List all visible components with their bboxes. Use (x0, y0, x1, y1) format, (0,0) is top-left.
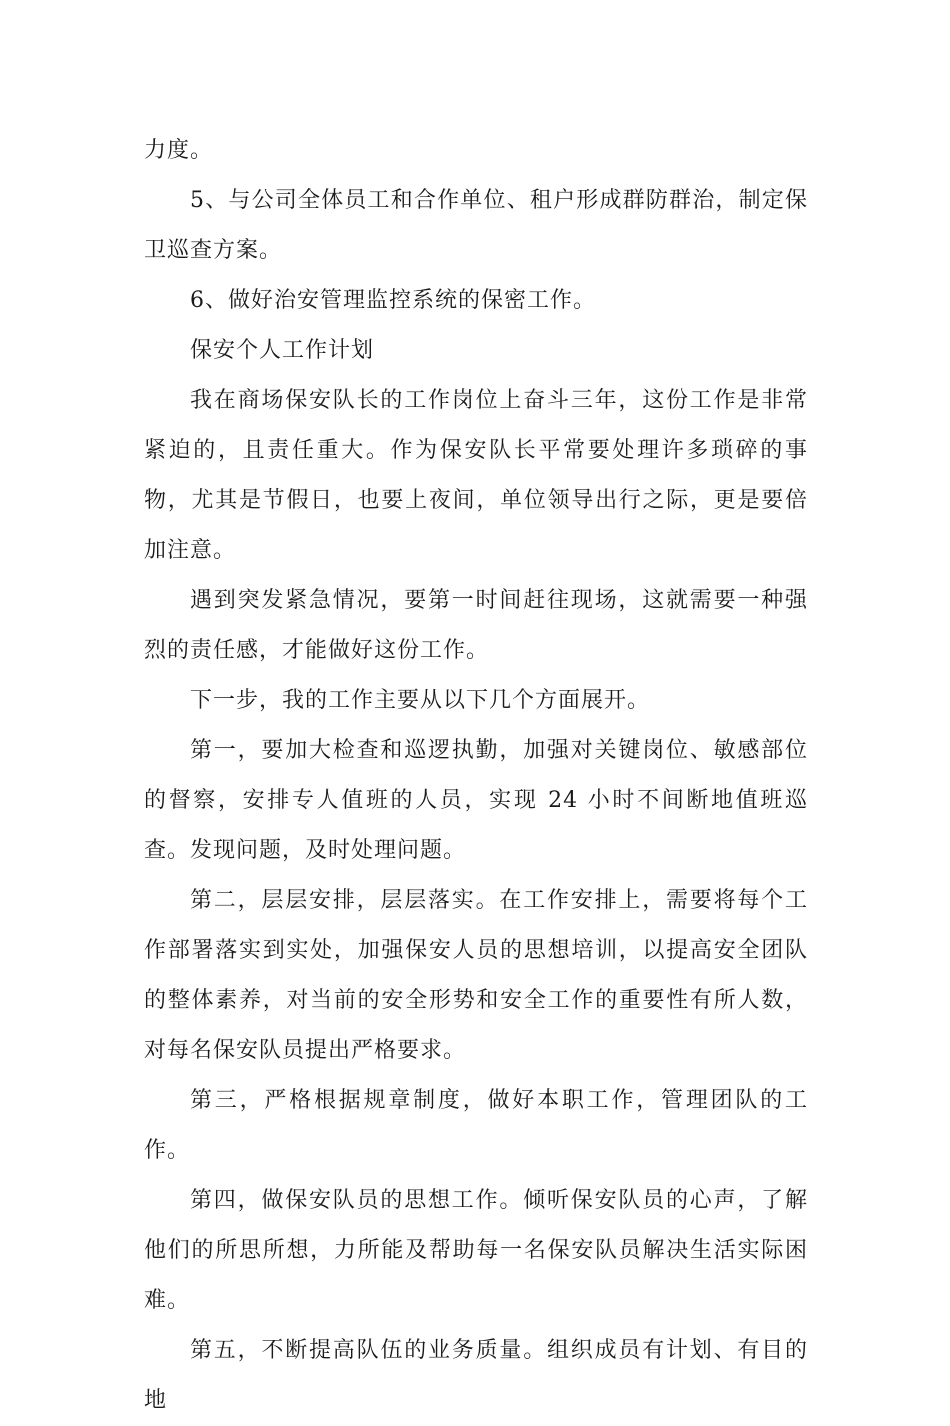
paragraph-next-steps: 下一步，我的工作主要从以下几个方面展开。 (190, 688, 651, 713)
paragraph-item-5: 5、与公司全体员工和合作单位、租户形成群防群治，制定保卫巡查方案。 (144, 188, 808, 263)
paragraph-second: 第二，层层安排，层层落实。在工作安排上，需要将每个工作部署落实到实处，加强保安人员的思想培训，以提高安全团队的整体素养，对当前的安全形势和安全工作的重要性有所人数，对每名保安队员提出严格要求。 (144, 888, 808, 1063)
paragraph-item-6: 6、做好治安管理监控系统的保密工作。 (190, 288, 596, 313)
document-body (144, 126, 808, 1426)
paragraph-emergency: 遇到突发紧急情况，要第一时间赶往现场，这就需要一种强烈的责任感，才能做好这份工作。 (144, 588, 808, 663)
section-heading: 保安个人工作计划 (190, 338, 375, 363)
paragraph-first: 第一，要加大检查和巡逻执勤，加强对关键岗位、敏感部位的督察，安排专人值班的人员，实现 24 小时不间断地值班巡查。发现问题，及时处理问题。 (144, 738, 808, 863)
paragraph-fifth: 第五，不断提高队伍的业务质量。组织成员有计划、有目的地 (144, 1338, 808, 1413)
paragraph-intro: 我在商场保安队长的工作岗位上奋斗三年，这份工作是非常紧迫的，且责任重大。作为保安队长平常要处理许多琐碎的事物，尤其是节假日，也要上夜间，单位领导出行之际，更是要倍加注意。 (144, 388, 808, 563)
paragraph-third: 第三，严格根据规章制度，做好本职工作，管理团队的工作。 (144, 1088, 808, 1163)
paragraph-fourth: 第四，做保安队员的思想工作。倾听保安队员的心声，了解他们的所思所想，力所能及帮助每一名保安队员解决生活实际困难。 (144, 1188, 808, 1313)
paragraph-continuation: 力度。 (144, 138, 214, 163)
